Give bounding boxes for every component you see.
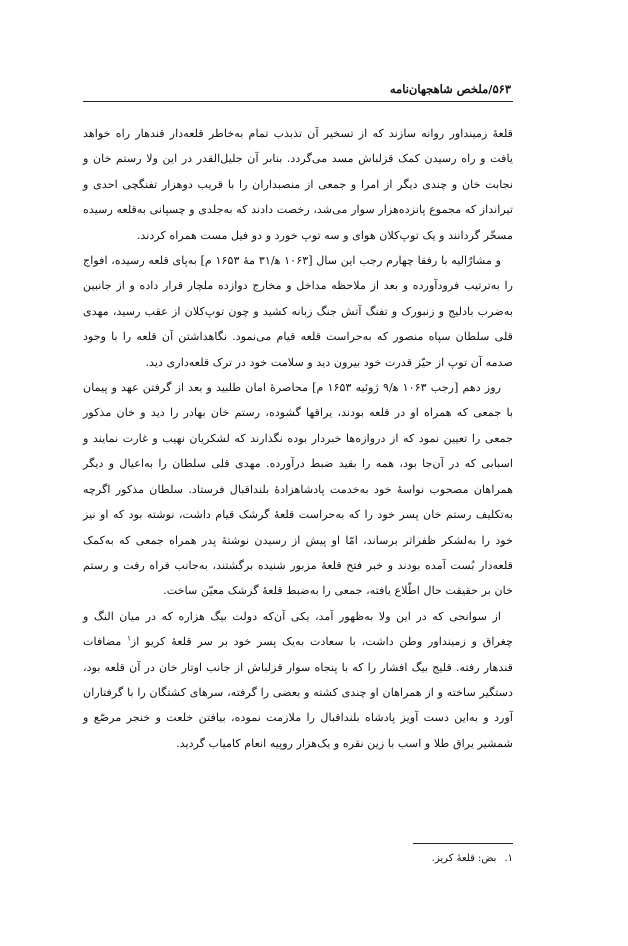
footnote-reference[interactable]: ۱ [127, 634, 131, 643]
paragraph-1: قلعهٔ زمینداور روانه سازند که از تسخیر آن تذبذب تمام به‌خاطر قلعه‌دار قندهار راه خواهد یافت و راه رسیدن کمک قزلباش مسد می‌گردد. بنابر آن جلیل‌القدر در این ولا رستم خان و نجابت خان و چندی دیگر از امرا و جمعی از منصبداران را با قریب دوهزار تفنگچی احدی و تیرانداز که مجموع پانزده‌هزار سوار می‌شد، رخصت دادند که به‌جلدی و چسپانی به‌قلعه رسیده مسخّر گردانند و یک توپ‌کلان هوای و سه توپ خورد و دو فیل مست همراه کردند. [83, 127, 513, 242]
paragraph-4-end: مضافات قندهار رفته. قلیج بیگ افشار را که با پنجاه سوار قزلباش از جانب اوتار خان در آن قلعه بود، دستگیر ساخته و از همراهان او چندی کشته و بعضی را گرفته، سرهای کشتگان را با گرفتاران آورد و به‌این دست آویز پادشاه بلنداقبال را ملازمت نموده، بیافتن خلعت و خنجر مرصّع و شمشیر یراق طلا و اسب با زین نقره و یک‌هزار روپیه انعام کامیاب گردید. [83, 635, 513, 750]
paragraph-4-start: از سوانحی که در این ولا به‌ظهور آمد، یکی آن‌که دولت بیگ هزاره که در میان النگ و چغراق و زمینداور وطن داشت، با سعادت به‌یک پسر خود بر سر قلعهٔ کریو از [83, 609, 513, 649]
header-rule [83, 101, 513, 102]
footnote [300, 850, 513, 868]
body-text [83, 121, 513, 756]
footnote-text: بض: قلعهٔ کریز. [431, 853, 497, 864]
running-header [83, 79, 511, 101]
running-title: ۵۶۳/ملخص شاهجهان‌نامه [389, 82, 511, 96]
paragraph-3: روز دهم [رجب ۱۰۶۳ ه‍/۹ ژوئیه ۱۶۵۳ م] محاصرهٔ امان طلبید و بعد از گرفتن عهد و پیمان با جمعی که همراه او در قلعه بودند، یراقها گشوده، رستم خان بهادر را دید و خان مذکور جمعی را تعیین نمود که از دروازه‌ها خبردار بوده نگذارند که لشکریان نهیب و غارت نمایند و اسبابی که در آن‌جا بود، همه را بقید ضبط درآورده. مهدی قلی سلطان را به‌اعیال و دیگر همراهان مصحوب نواسهٔ خود به‌خدمت پادشاهزادهٔ بلنداقبال فرستاد. سلطان مذکور اگرچه به‌تکلیف رستم خان پسر خود را که به‌حراست قلعهٔ گرشک قیام داشت، نوشته بود که او نیز خود را به‌لشکر ظفراثر برساند، امّا او پیش از رسیدن نوشتهٔ پدر همراه جمعی که به‌کمک قلعه‌دار بُست آمده بودند و خبر فتح قلعهٔ مزبور شنیده برگشتند، به‌جانب فراه رفت و رستم خان بر حقیقت حال اطّلاع یافته، جمعی را به‌ضبط قلعهٔ گرشک معیّن ساخت. [83, 381, 513, 598]
paragraph-2: و مشارٌالیه با رفقا چهارم رجب این سال [۱۰۶۳ ه‍/۳۱ مهٔ ۱۶۵۳ م] به‌پای قلعه رسیده، افواج را به‌ترتیب فرودآورده و بعد از ملاحظه مداخل و مخارج دوازده ملچار قرار داده و از جانبین به‌ضرب بادلیج و زنبورک و تفنگ آتش جنگ زبانه کشید و چون توپ‌کلان از عقب رسید، مهدی قلی سلطان سپاه منصور که به‌حراست قلعه قیام می‌نمود. نگاهداشتن آن قلعه را با وجود صدمه آن توپ از حیّز قدرت خود بیرون دید و سلامت خود در ترک قلعه‌داری دید. [83, 254, 513, 369]
footnote-rule [413, 843, 513, 844]
footnote-number: ۱. [504, 853, 513, 864]
paragraph-4 [83, 604, 513, 756]
